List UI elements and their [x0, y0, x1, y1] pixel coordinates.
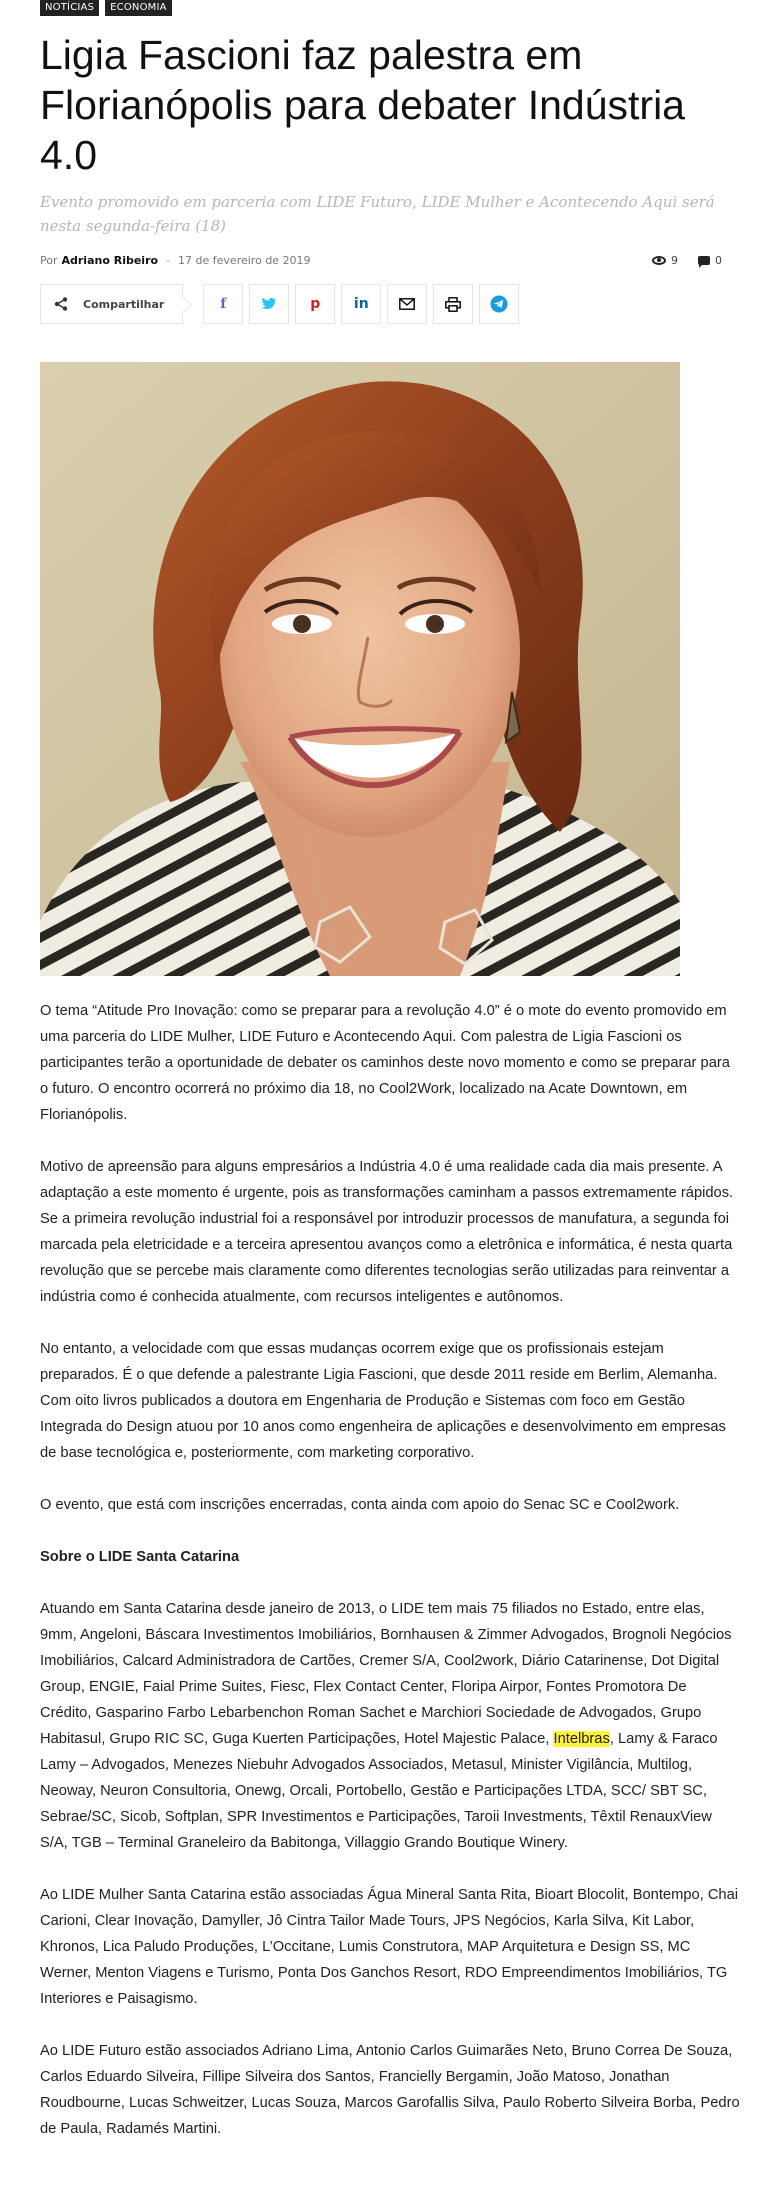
share-twitter-button[interactable]: [249, 284, 289, 324]
comments-value: 0: [715, 253, 722, 267]
print-icon: [445, 297, 461, 312]
share-email-button[interactable]: [387, 284, 427, 324]
telegram-icon: [490, 295, 508, 313]
portrait-photo: [40, 362, 680, 976]
article-paragraph: O evento, que está com inscrições encerradas, conta ainda com apoio do Senac SC e Cool2work.: [40, 1497, 680, 1513]
meta-stats: [652, 254, 722, 267]
category-tags: [40, 0, 722, 16]
facebook-icon: f: [220, 296, 227, 312]
share-pinterest-button[interactable]: [295, 284, 335, 324]
article-subtitle: Evento promovido em parceria com LIDE Futuro, LIDE Mulher e Acontecendo Aqui será nesta segunda-feira (18): [40, 193, 715, 235]
article-paragraph: [40, 1596, 740, 1856]
article-featured-image: [40, 362, 680, 976]
share-telegram-button[interactable]: [479, 284, 519, 324]
email-icon: [399, 298, 415, 310]
section-heading: Sobre o LIDE Santa Catarina: [40, 1549, 240, 1565]
share-facebook-button[interactable]: [203, 284, 243, 324]
eye-icon: [652, 256, 666, 265]
author-link[interactable]: Adriano Ribeiro: [61, 253, 159, 267]
views-value: 9: [671, 253, 678, 267]
share-icon: [53, 296, 69, 312]
category-tag-economia[interactable]: ECONOMIA: [105, 0, 172, 16]
share-linkedin-button[interactable]: [341, 284, 381, 324]
pinterest-icon: p: [310, 296, 321, 312]
twitter-icon: [261, 297, 277, 311]
article-paragraph: Ao LIDE Mulher Santa Catarina estão associadas Água Mineral Santa Rita, Bioart Blocolit, Bontempo, Chai Carioni, Clear Inovação, Damyller, Jô Cintra Tailor Made Tours, JPS Negócios, Karla Silva, Kit Labor, Khronos, Lica Paludo Produções, L’Occitane, Lumis Construtora, MAP Arquitetura e Design SS, MC Werner, Menton Viagens e Turismo, Ponta Dos Ganchos Resort, RDO Empreendimentos Imobiliários, TG Interiores e Paisagismo.: [40, 1887, 739, 2007]
paragraph-text: , Lamy & Faraco Lamy – Advogados, Menezes Niebuhr Advogados Associados, Metasul, Minister Vigilância, Multilog, Neoway, Neuron Consultoria, Onewg, Orcali, Portobello, Gestão e Participações LTDA, SCC/ SBT SC, Sebrae/SC, Sicob, Softplan, SPR Investimentos e Participações, Taroii Investments, Têxtil RenauxView S/A, TGB – Terminal Graneleiro da Babitonga, Villaggio Grando Boutique Winery.: [40, 1731, 718, 1851]
by-label: Por: [40, 253, 58, 267]
article-title: Ligia Fascioni faz palestra em Florianópolis para debater Indústria 4.0: [40, 32, 685, 178]
share-label: Compartilhar: [83, 297, 165, 311]
share-print-button[interactable]: [433, 284, 473, 324]
article-meta: [40, 252, 722, 268]
paragraph-text: Atuando em Santa Catarina desde janeiro de 2013, o LIDE tem mais 75 filiados no Estado, entre elas, 9mm, Angeloni, Báscara Investimentos Imobiliários, Bornhausen & Zimmer Advogados, Brognoli Negócios Imobiliários, Calcard Administradora de Cartões, Cremer S/A, Cool2work, Diário Catarinense, Dot Digital Group, ENGIE, Faial Prime Suites, Fiesc, Flex Contact Center, Floripa Airpor, Fontes Promotora De Crédito, Gasparino Farbo Lebarbenchon Roman Sachet e Marchiori Sociedade de Advogados, Grupo Habitasul, Grupo RIC SC, Guga Kuerten Participações, Hotel Majestic Palace,: [40, 1601, 732, 1747]
article-body: [40, 998, 740, 2142]
linkedin-icon: in: [353, 296, 369, 312]
article-paragraph: O tema “Atitude Pro Inovação: como se preparar para a revolução 4.0” é o mote do evento promovido em uma parceria do LIDE Mulher, LIDE Futuro e Acontecendo Aqui. Com palestra de Ligia Fascioni os participantes terão a oportunidade de debater os caminhos deste novo momento e como se preparar para o futuro. O encontro ocorrerá no próximo dia 18, no Cool2Work, localizado na Acate Downtown, em Florianópolis.: [40, 1003, 730, 1123]
share-bar: [40, 284, 722, 324]
comment-icon: [698, 256, 710, 265]
article-paragraph: Motivo de apreensão para alguns empresários a Indústria 4.0 é uma realidade cada dia mais presente. A adaptação a este momento é urgente, pois as transformações caminham a passos extremamente rápidos. Se a primeira revolução industrial foi a responsável por introduzir processos de manufatura, a segunda foi marcada pela eletricidade e a terceira apresentou avanços como a eletrônica e informática, é nesta quarta revolução que se percebe mais claramente como diferentes tecnologias serão utilizadas para reinventar a indústria como é conhecida atualmente, com recursos inteligentes e autônomos.: [40, 1159, 734, 1305]
category-tag-noticias[interactable]: NOTÍCIAS: [40, 0, 99, 16]
comments-count[interactable]: [698, 254, 722, 267]
highlighted-term: Intelbras: [553, 1731, 610, 1747]
article-paragraph: Ao LIDE Futuro estão associados Adriano Lima, Antonio Carlos Guimarães Neto, Bruno Correa De Souza, Carlos Eduardo Silveira, Fillipe Silveira dos Santos, Francielly Bergamin, João Matoso, Jonathan Roudbourne, Lucas Schweitzer, Lucas Souza, Marcos Garofallis Silva, Paulo Roberto Silveira Borba, Pedro de Paula, Radamés Martini.: [40, 2043, 740, 2137]
publish-date: 17 de fevereiro de 2019: [178, 253, 311, 267]
share-button[interactable]: [40, 284, 183, 324]
views-count: [652, 254, 678, 267]
article-paragraph: No entanto, a velocidade com que essas mudanças ocorrem exige que os profissionais estejam preparados. É o que defende a palestrante Ligia Fascioni, que desde 2011 reside em Berlim, Alemanha. Com oito livros publicados a doutora em Engenharia de Produção e Sistemas com foco em Gestão Integrada do Design atuou por 10 anos como engenheira de aplicações e desenvolvimento em empresas de base tecnológica e, posteriormente, com marketing corporativo.: [40, 1341, 726, 1461]
meta-separator: -: [166, 253, 171, 267]
